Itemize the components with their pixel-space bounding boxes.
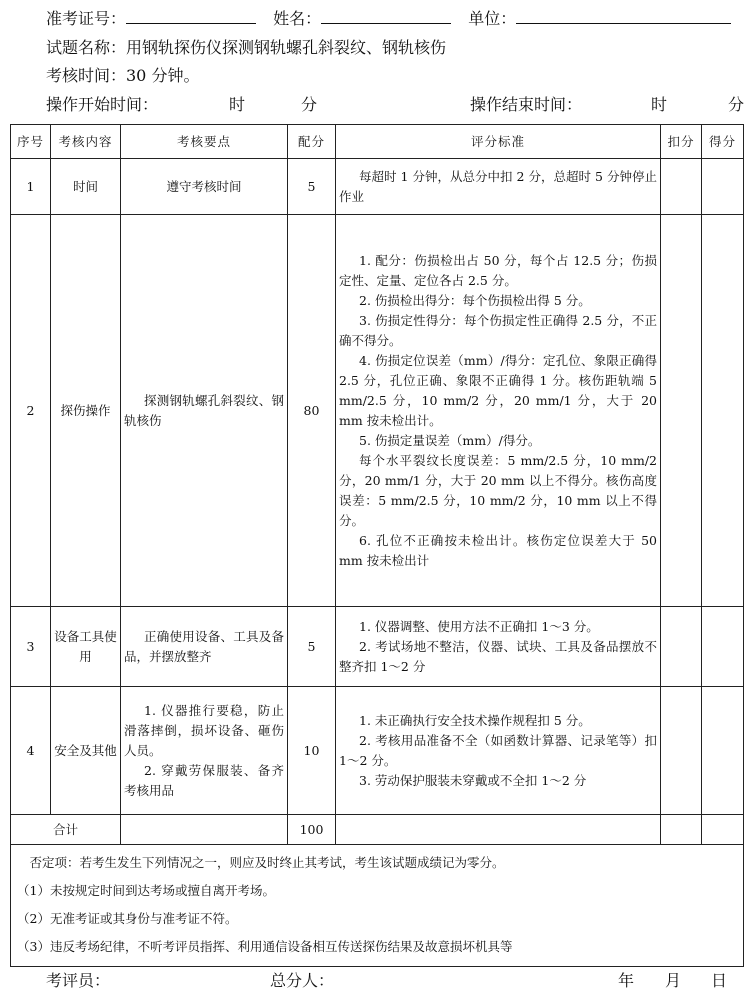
row-standard — [336, 159, 661, 215]
year-char: 年 — [618, 971, 635, 990]
deduct-cell[interactable] — [661, 215, 702, 607]
candidate-no-label: 准考证号： — [46, 9, 127, 28]
deduct-cell[interactable] — [661, 159, 702, 215]
notes-row — [11, 845, 744, 967]
col-header-score: 配分 — [288, 125, 336, 159]
end-hour-char: 时 — [651, 95, 668, 114]
candidate-no-field[interactable] — [126, 9, 256, 24]
standard-text: 1. 未正确执行安全技术操作规程扣 5 分。 — [359, 712, 591, 728]
name-field[interactable] — [321, 9, 451, 24]
col-header-no: 序号 — [11, 125, 51, 159]
row-no: 2 — [11, 215, 51, 607]
standard-text: 4. 伤损定位误差（mm）/得分：定孔位、象限正确得 2.5 分，孔位正确、象限不正确得 1 分。核伤距轨端 5 mm/2.5 分，10 mm/2 分，20 mm/1 分，大于 20 mm 按未检出计。 — [339, 352, 657, 428]
row-no: 4 — [11, 687, 51, 815]
table-row — [11, 607, 744, 687]
row-standard — [336, 607, 661, 687]
col-header-point: 考核要点 — [121, 125, 288, 159]
col-header-standard: 评分标准 — [336, 125, 661, 159]
row-point: 遵守考核时间 — [121, 159, 288, 215]
end-time-label: 操作结束时间： — [470, 95, 583, 114]
total-got-cell[interactable] — [702, 815, 744, 845]
month-char: 月 — [665, 971, 682, 990]
veto-notes — [11, 845, 744, 967]
row-no: 1 — [11, 159, 51, 215]
standard-text: 2. 考核用品准备不全（如函数计算器、记录笔等）扣 1～2 分。 — [339, 732, 657, 768]
point-text: 正确使用设备、工具及备品，并摆放整齐 — [124, 628, 284, 664]
point-text: 探测钢轨螺孔斜裂纹、钢轨核伤 — [124, 392, 284, 428]
score-cell[interactable] — [702, 215, 744, 607]
row-point — [121, 215, 288, 607]
start-hour-char: 时 — [229, 95, 246, 114]
row-score: 5 — [288, 159, 336, 215]
standard-text: 6. 孔位不正确按未检出计。核伤定位误差大于 50 mm 按未检出计 — [339, 532, 657, 568]
col-header-deduct: 扣分 — [661, 125, 702, 159]
table-header-row — [11, 125, 744, 159]
row-content: 安全及其他 — [51, 687, 121, 815]
row-content: 探伤操作 — [51, 215, 121, 607]
point-text: 2. 穿戴劳保服装、备齐考核用品 — [124, 762, 284, 798]
deduct-cell[interactable] — [661, 607, 702, 687]
row-score: 10 — [288, 687, 336, 815]
start-time-label: 操作开始时间： — [46, 95, 159, 114]
unit-label: 单位： — [468, 9, 517, 28]
veto-item: （3）违反考场纪律，不听考评员指挥、利用通信设备相互传送探伤结果及故意损坏机具等 — [17, 939, 513, 954]
row-score: 80 — [288, 215, 336, 607]
table-row — [11, 159, 744, 215]
total-score: 100 — [288, 815, 336, 845]
score-cell[interactable] — [702, 687, 744, 815]
total-row — [11, 815, 744, 845]
start-minute-char: 分 — [301, 95, 318, 114]
row-point — [121, 687, 288, 815]
standard-text: 每超时 1 分钟，从总分中扣 2 分，总超时 5 分钟停止作业 — [339, 168, 657, 204]
total-standard-blank — [336, 815, 661, 845]
row-content: 时间 — [51, 159, 121, 215]
veto-item: （1）未按规定时间到达考场或擅自离开考场。 — [17, 883, 275, 898]
row-content: 设备工具使用 — [51, 607, 121, 687]
point-text: 1. 仪器推行要稳，防止滑落摔倒，损坏设备、砸伤人员。 — [124, 702, 284, 758]
standard-text: 2. 考试场地不整洁，仪器、试块、工具及备品摆放不整齐扣 1～2 分 — [339, 638, 657, 674]
name-label: 姓名： — [273, 9, 322, 28]
standard-text: 1. 配分：伤损检出占 50 分，每个占 12.5 分；伤损定性、定量、定位各占 2.5 分。 — [339, 252, 657, 288]
row-point — [121, 607, 288, 687]
end-minute-char: 分 — [728, 95, 745, 114]
standard-text: 1. 仪器调整、使用方法不正确扣 1～3 分。 — [359, 618, 599, 634]
standard-text: 3. 劳动保护服装未穿戴或不全扣 1～2 分 — [359, 772, 587, 788]
total-blank — [121, 815, 288, 845]
total-label: 合计 — [11, 815, 121, 845]
score-cell[interactable] — [702, 607, 744, 687]
standard-text: 每个水平裂纹长度误差：5 mm/2.5 分，10 mm/2 分，20 mm/1 分，大于 20 mm 以上不得分。核伤高度误差：5 mm/2.5 分，10 mm/2 分，10 mm 以上不得分。 — [339, 452, 657, 528]
veto-item: （2）无准考证或其身份与准考证不符。 — [17, 911, 238, 926]
row-standard — [336, 687, 661, 815]
exam-time: 考核时间：30 分钟。 — [46, 66, 200, 85]
col-header-got: 得分 — [702, 125, 744, 159]
standard-text: 2. 伤损检出得分：每个伤损检出得 5 分。 — [359, 292, 591, 308]
scorer-label: 总分人： — [270, 971, 335, 990]
score-cell[interactable] — [702, 159, 744, 215]
table-row — [11, 687, 744, 815]
header-row-1 — [46, 6, 731, 29]
veto-intro: 否定项：若考生发生下列情况之一，则应及时终止其考试，考生该试题成绩记为零分。 — [29, 855, 505, 870]
table-row — [11, 215, 744, 607]
standard-text: 5. 伤损定量误差（mm）/得分。 — [359, 432, 541, 448]
deduct-cell[interactable] — [661, 687, 702, 815]
row-score: 5 — [288, 607, 336, 687]
standard-text: 3. 伤损定性得分：每个伤损定性正确得 2.5 分，不正确不得分。 — [339, 312, 657, 348]
day-char: 日 — [711, 971, 728, 990]
col-header-content: 考核内容 — [51, 125, 121, 159]
exam-title: 试题名称：用钢轨探伤仪探测钢轨螺孔斜裂纹、钢轨核伤 — [46, 38, 447, 57]
unit-field[interactable] — [516, 9, 731, 24]
row-standard — [336, 215, 661, 607]
row-no: 3 — [11, 607, 51, 687]
examiner-label: 考评员： — [46, 971, 111, 990]
total-deduct-cell[interactable] — [661, 815, 702, 845]
grading-table — [10, 124, 744, 967]
